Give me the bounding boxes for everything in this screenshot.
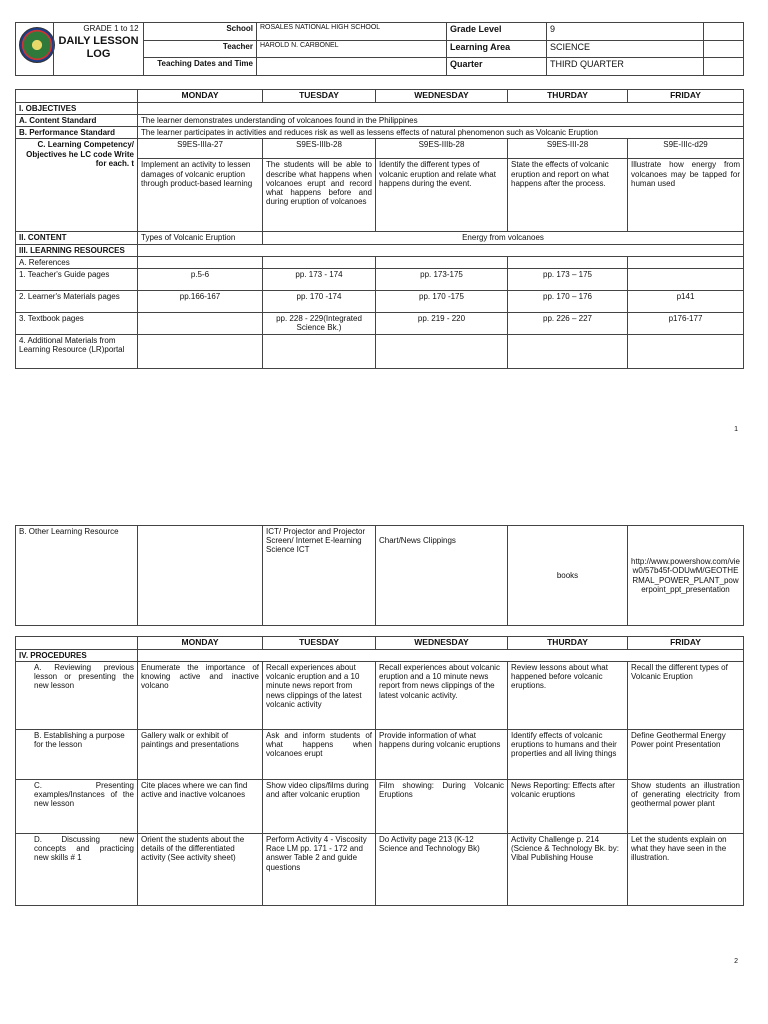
grade-level-value: 9 [547,23,704,41]
tb-label: 3. Textbook pages [16,312,138,334]
day-header: FRIDAY [628,90,744,103]
tb-pages: pp. 228 - 229(Integrated Science Bk.) [263,312,376,334]
tg-pages: pp. 173-175 [376,268,508,290]
proc-d: Orient the students about the details of the differentiated activity (See activity sheet) [138,833,263,905]
lc-code: S9ES-IIIb-28 [376,139,508,159]
proc-d-label: D. Discussing new concepts and practicing new skills # 1 [16,833,138,905]
proc-b: Gallery walk or exhibit of paintings and presentations [138,729,263,779]
lm-pages: pp. 170 -175 [376,290,508,312]
school-value: ROSALES NATIONAL HIGH SCHOOL [257,23,447,41]
proc-a: Enumerate the importance of knowing active and inactive volcano [138,661,263,729]
objectives-table [15,89,744,369]
content-rest: Energy from volcanoes [263,232,744,244]
other-resource: Chart/News Clippings [376,526,508,626]
area-value: SCIENCE [547,40,704,58]
doc-title: DAILY LESSON LOG [58,35,139,60]
day-header: MONDAY [138,637,263,650]
proc-c: Show students an illustration of generating electricity from geothermal power plant [628,779,744,833]
header-table [15,22,744,76]
references-label: A. References [16,256,138,268]
competency: Identify the different types of volcanic eruption and relate what happens during the event. [376,159,508,232]
objectives-heading: I. OBJECTIVES [16,102,138,114]
proc-d: Do Activity page 213 (K-12 Science and Technology Bk) [376,833,508,905]
other-resource-link[interactable]: http://www.powershow.com/view0/57b45f-ODUwM/GEOTHERMAL_POWER_PLANT_powerpoint_ppt_presentation [628,526,744,626]
proc-a-label: A. Reviewing previous lesson or presenting the new lesson [16,661,138,729]
content-standard: The learner demonstrates understanding of volcanoes found in the Philippines [138,114,744,126]
competency-label: C. Learning Competency/ Objectives he LC code Write for each. t [16,139,138,232]
tg-pages: pp. 173 – 175 [508,268,628,290]
proc-a: Recall experiences about volcanic eruption and a 10 minute news report from news clippings of the latest volcanic activity. [376,661,508,729]
proc-c: Film showing: During Volcanic Eruptions [376,779,508,833]
tg-pages: pp. 173 - 174 [263,268,376,290]
proc-b-label: B. Establishing a purpose for the lesson [16,729,138,779]
other-resources-label: B. Other Learning Resource [16,526,138,626]
lc-code: S9ES-IIIb-28 [263,139,376,159]
additional-materials-label: 4. Additional Materials from Learning Resource (LR)portal [16,334,138,368]
proc-c: Cite places where we can find active and inactive volcanoes [138,779,263,833]
tb-pages: p176-177 [628,312,744,334]
school-label: School [144,23,257,41]
lc-code: S9E-IIIc-d29 [628,139,744,159]
lm-pages: pp. 170 – 176 [508,290,628,312]
grade-label: GRADE 1 to 12 [83,24,139,33]
day-header: WEDNESDAY [376,90,508,103]
dates-value [257,58,447,76]
content-standard-label: A. Content Standard [16,114,138,126]
other-resource: ICT/ Projector and Projector Screen/ Internet E-learning Science ICT [263,526,376,626]
teacher-value: HAROLD N. CARBONEL [257,40,447,58]
tb-pages: pp. 226 – 227 [508,312,628,334]
performance-standard: The learner participates in activities and reduces risk as well as lessens effects of natural phenomenon such as Volcanic Eruption [138,127,744,139]
proc-b: Provide information of what happens during volcanic eruptions [376,729,508,779]
page-number: 2 [734,958,738,965]
competency: State the effects of volcanic eruption and report on what happens after the process. [508,159,628,232]
proc-a: Review lessons about what happened before volcanic eruptions. [508,661,628,729]
proc-c: Show video clips/films during and after volcanic eruption [263,779,376,833]
competency: The students will be able to describe what happens when volcanoes erupt and record what happens before and during eruption of volcanoes [263,159,376,232]
dates-label: Teaching Dates and Time [144,58,257,76]
tg-pages: p.5-6 [138,268,263,290]
tb-pages: pp. 219 - 220 [376,312,508,334]
page-number: 1 [734,426,738,433]
lc-code: S9ES-IIIa-27 [138,139,263,159]
competency: Implement an activity to lessen damages of volcanic eruption through product-based learning [138,159,263,232]
quarter-value: THIRD QUARTER [547,58,704,76]
other-resources-table [15,525,744,626]
day-header: TUESDAY [263,637,376,650]
proc-b: Identify effects of volcanic eruptions to humans and their properties and all living things [508,729,628,779]
performance-standard-label: B. Performance Standard [16,127,138,139]
content-monday: Types of Volcanic Eruption [138,232,263,244]
content-label: II. CONTENT [16,232,138,244]
teacher-label: Teacher [144,40,257,58]
proc-a: Recall the different types of Volcanic Eruption [628,661,744,729]
lm-pages: pp. 170 -174 [263,290,376,312]
proc-d: Let the students explain on what they have seen in the illustration. [628,833,744,905]
grade-level-label: Grade Level [447,23,547,41]
proc-c: News Reporting: Effects after volcanic eruptions [508,779,628,833]
learning-resources-label: III. LEARNING RESOURCES [16,244,138,256]
quarter-label: Quarter [447,58,547,76]
proc-a: Recall experiences about volcanic eruption and a 10 minute news report from news clippings of the latest volcanic activity [263,661,376,729]
proc-c-label: C. Presenting examples/Instances of the new lesson [16,779,138,833]
deped-logo [16,23,54,76]
tg-pages [628,268,744,290]
proc-d: Perform Activity 4 - Viscosity Race LM pp. 171 - 172 and answer Table 2 and guide questions [263,833,376,905]
lm-label: 2. Learner's Materials pages [16,290,138,312]
lm-pages: pp.166-167 [138,290,263,312]
lm-pages: p141 [628,290,744,312]
proc-b: Ask and inform students of what happens when volcanoes erupt [263,729,376,779]
day-header: TUESDAY [263,90,376,103]
procedures-heading: IV. PROCEDURES [16,649,138,661]
other-resource: books [508,526,628,626]
proc-d: Activity Challenge p. 214 (Science & Technology Bk. by: Vibal Publishing House [508,833,628,905]
procedures-table [15,636,744,906]
tg-label: 1. Teacher's Guide pages [16,268,138,290]
day-header: MONDAY [138,90,263,103]
day-header: THURDAY [508,637,628,650]
area-label: Learning Area [447,40,547,58]
lc-code: S9ES-III-28 [508,139,628,159]
day-header: WEDNESDAY [376,637,508,650]
day-header: FRIDAY [628,637,744,650]
competency: Illustrate how energy from volcanoes may be tapped for human used [628,159,744,232]
day-header: THURDAY [508,90,628,103]
proc-b: Define Geothermal Energy Power point Presentation [628,729,744,779]
